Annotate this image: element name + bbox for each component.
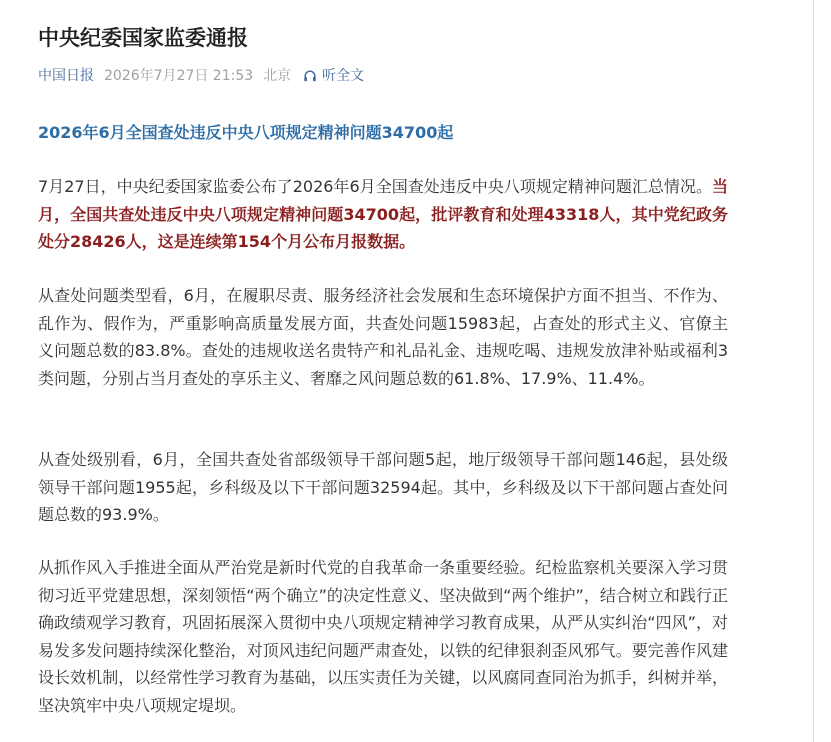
paragraph-2: 从查处问题类型看，6月，在履职尽责、服务经济社会发展和生态环境保护方面不担当、不作为、乱作为、假作为，严重影响高质量发展方面，共查处问题15983起，占查处的形式主义、官僚主义问题总数的83.8%。查处的违规收送名贵特产和礼品礼金、违规吃喝、违规发放津补贴或福利3类问题，分别占当月查处的享乐主义、奢靡之风问题总数的61.8%、17.9%、11.4%。 <box>38 286 728 388</box>
paragraph-1-highlight: 当月，全国共查处违反中央八项规定精神问题34700起，批评教育和处理43318人，其中党纪政务处分28426人，这是连续第154个月公布月报数据。 <box>38 177 728 251</box>
paragraph-1 <box>38 173 728 256</box>
headphones-icon <box>303 69 317 83</box>
listen-button[interactable] <box>303 64 364 88</box>
source-link[interactable]: 中国日报 <box>38 68 94 84</box>
publish-datetime: 2026年7月27日 21:53 <box>104 68 254 84</box>
paragraph-3: 从查处级别看，6月，全国共查处省部级领导干部问题5起，地厅级领导干部问题146起，县处级领导干部问题1955起，乡科级及以下干部问题32594起。其中，乡科级及以下干部问题占查处问题总数的93.9%。 <box>38 450 728 524</box>
listen-label: 听全文 <box>322 68 365 84</box>
article-title: 中央纪委国家监委通报 <box>38 26 248 50</box>
paragraph-4: 从抓作风入手推进全面从严治党是新时代党的自我革命一条重要经验。纪检监察机关要深入学习贯彻习近平党建思想，深刻领悟“两个确立”的决定性意义、坚决做到“两个维护”，结合树立和践行正确政绩观学习教育，巩固拓展深入贯彻中央八项规定精神学习教育成果，从严从实纠治“四风”，对易发多发问题持续深化整治，对顶风违纪问题严肃查处，以铁的纪律狠刹歪风邪气。要完善作风建设长效机制，以经常性学习教育为基础，以压实责任为关键，以风腐同查同治为抓手，纠树并举，坚决筑牢中央八项规定堤坝。 <box>38 558 728 715</box>
paragraph-1-text: 7月27日，中央纪委国家监委公布了2026年6月全国查处违反中央八项规定精神问题汇总情况。 <box>38 177 712 196</box>
article-subheading: 2026年6月全国查处违反中央八项规定精神问题34700起 <box>38 123 454 142</box>
article-meta <box>38 64 364 88</box>
dateline-location: 北京 <box>263 68 292 84</box>
